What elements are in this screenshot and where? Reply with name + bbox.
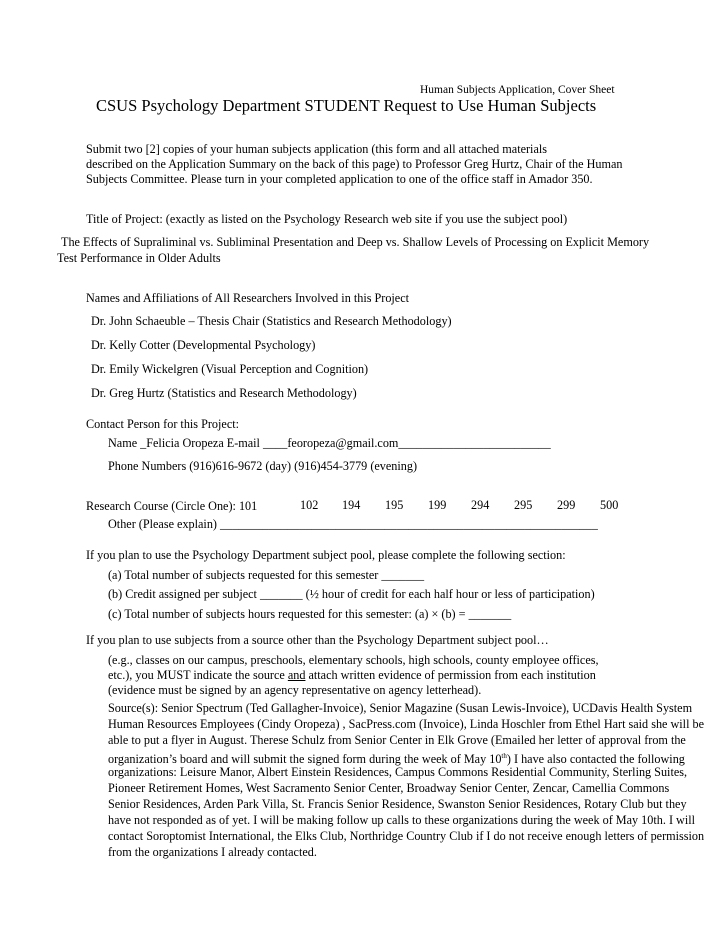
contact-label: Contact Person for this Project: [86,417,239,431]
course-option: 294 [471,498,490,512]
project-title-label: Title of Project: (exactly as listed on the Psychology Research web site if you use the subject pool) [86,212,568,226]
sources-line: Human Resources Employees (Cindy Oropeza) , SacPress.com (Invoice), Linda Hoschler from Ethel Hart said she will be [108,717,705,731]
sources-line: Pioneer Retirement Homes, West Sacramento Senior Center, Broadway Senior Center, Zencar, Camellia Commons [108,781,670,795]
intro-line-3: Subjects Committee. Please turn in your completed application to one of the office staff in Amador 350. [86,172,593,186]
other-source-note-line: (e.g., classes on our campus, preschools, elementary schools, high schools, county employee offices, [108,653,599,667]
course-option: 295 [514,498,533,512]
researcher-item: Dr. Emily Wickelgren (Visual Perception and Cognition) [91,362,369,376]
intro-line-2: described on the Application Summary on the back of this page) to Professor Greg Hurtz, Chair of the Human [86,157,623,171]
sources-line: able to put a flyer in August. Therese Schulz from Senior Center in Elk Grove (Emailed her letter of approval from the [108,733,686,747]
course-option: 299 [557,498,576,512]
subject-pool-item: (b) Credit assigned per subject _______ (½ hour of credit for each half hour or less of participation) [108,587,595,601]
header-form-name: Human Subjects Application, Cover Sheet [420,84,615,96]
intro-line-1: Submit two [2] copies of your human subjects application (this form and all attached materials [86,142,547,156]
other-source-label: If you plan to use subjects from a source other than the Psychology Department subject pool… [86,633,549,647]
other-source-note-line [108,667,596,683]
sources-line: from the organizations I already contacted. [108,845,317,859]
course-option: 195 [385,498,404,512]
sources-text: organization’s board and will submit the signed form during the week of May 10 [108,752,502,767]
sources-line: contact Soroptomist International, the Elks Club, Northridge Country Club if I do not receive enough letters of permission [108,829,705,843]
sources-superscript: th [501,752,507,760]
course-option: 102 [300,498,319,512]
page-title: CSUS Psychology Department STUDENT Request to Use Human Subjects [96,96,597,115]
subject-pool-item: (a) Total number of subjects requested for this semester _______ [108,568,425,582]
course-other-line: Other (Please explain) ______________________________________________________________ [108,517,598,531]
contact-phone-numbers: Phone Numbers (916)616-9672 (day) (916)454-3779 (evening) [108,459,418,473]
other-source-note-line: (evidence must be signed by an agency representative on agency letterhead). [108,683,482,697]
course-option: 500 [600,498,619,512]
sources-line: have not responded as of yet. I will be making follow up calls to these organizations during the week of May 10th. I will [108,813,696,827]
subject-pool-item: (c) Total number of subjects hours requested for this semester: (a) × (b) = _______ [108,607,512,621]
researcher-item: Dr. John Schaeuble – Thesis Chair (Statistics and Research Methodology) [91,314,452,328]
subject-pool-label: If you plan to use the Psychology Department subject pool, please complete the following section: [86,548,566,562]
researcher-item: Dr. Greg Hurtz (Statistics and Research Methodology) [91,386,357,400]
course-option: 194 [342,498,361,512]
sources-line: organizations: Leisure Manor, Albert Einstein Residences, Campus Commons Residential Community, Sterling Suites, [108,765,688,779]
researchers-label: Names and Affiliations of All Researchers Involved in this Project [86,291,410,305]
course-option: 199 [428,498,447,512]
research-course-label: Research Course (Circle One): 101 [86,499,258,513]
note-text: etc.), you MUST indicate the source [108,668,288,682]
sources-line: Senior Residences, Arden Park Villa, St. Francis Senior Residence, Swanston Senior Residences, Rotary Club but they [108,797,687,811]
sources-line: Source(s): Senior Spectrum (Ted Gallagher-Invoice), Senior Magazine (Susan Lewis-Invoice), UCDavis Health System [108,701,693,715]
note-text: attach written evidence of permission from each institution [305,668,596,682]
note-underlined-word: and [287,668,306,682]
project-title-line-2: Test Performance in Older Adults [57,251,221,265]
project-title-line-1: The Effects of Supraliminal vs. Subliminal Presentation and Deep vs. Shallow Levels of Processing on Explicit Memory [61,235,650,249]
contact-name-email: Name _Felicia Oropeza E-mail ____feoropeza@gmail.com_________________________ [108,436,551,450]
sources-text: ) I have also contacted the following [506,752,685,767]
researcher-item: Dr. Kelly Cotter (Developmental Psychology) [91,338,316,352]
